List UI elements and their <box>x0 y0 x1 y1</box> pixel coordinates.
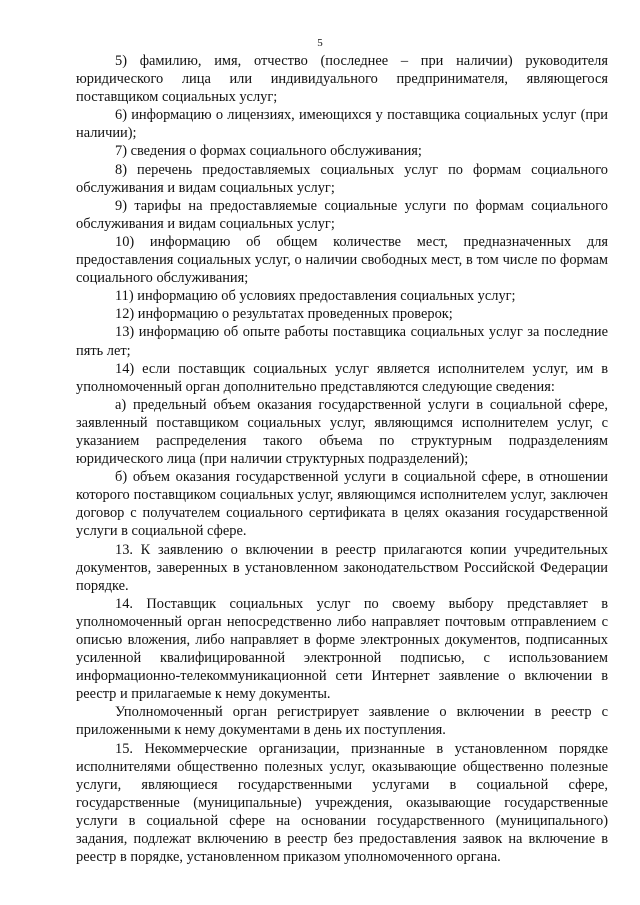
paragraph-item-8: 8) перечень предоставляемых социальных услуг по формам социального обслуживания и видам социальных услуг; <box>76 161 608 196</box>
paragraph-item-7: 7) сведения о формах социального обслуживания; <box>115 143 422 160</box>
paragraph-item-10: 10) информацию об общем количестве мест, предназначенных для предоставления социальных услуг, о наличии свободных мест, в том числе по формам социального обслуживания; <box>76 233 608 287</box>
paragraph-clause-13: 13. К заявлению о включении в реестр прилагаются копии учредительных документов, заверенных в установленном законодательством Российской Федерации порядке. <box>76 541 608 594</box>
paragraph-clause-15: 15. Некоммерческие организации, признанные в установленном порядке исполнителями общественно полезных услуг, оказывающие общественно полезные услуги, являющиеся государственными услугами в социальной сфере, государственные (муниципальные) учреждения, оказывающие государственные услуги в социальной сфере на основании государственного (муниципального) задания, подлежат включению в реестр без предоставления заявок на включение в реестр в порядке, установленном приказом уполномоченного органа. <box>76 740 608 866</box>
paragraph-clause-14: 14. Поставщик социальных услуг по своему выбору представляет в уполномоченный орган непосредственно либо направляет почтовым отправлением с описью вложения, либо направляет в форме электронных документов, подписанных усиленной квалифицированной электронной подписью, с использованием информационно-телекоммуникационной сети Интернет заявление о включении в реестр и прилагаемые к нему документы. <box>76 595 608 703</box>
paragraph-item-5: 5) фамилию, имя, отчество (последнее – при наличии) руководителя юридического лица или индивидуального предпринимателя, являющегося поставщиком социальных услуг; <box>76 53 608 106</box>
page-number: 5 <box>317 37 323 49</box>
paragraph-item-14: 14) если поставщик социальных услуг является исполнителем услуг, им в уполномоченный орган дополнительно представляются следующие сведения: <box>76 360 608 395</box>
paragraph-item-13: 13) информацию об опыте работы поставщика социальных услуг за последние пять лет; <box>76 324 608 359</box>
paragraph-item-12: 12) информацию о результатах проведенных проверок; <box>115 306 453 323</box>
paragraph-item-9: 9) тарифы на предоставляемые социальные услуги по формам социального обслуживания и видам социальных услуг; <box>76 197 608 232</box>
paragraph-subitem-a: а) предельный объем оказания государственной услуги в социальной сфере, заявленный поставщиком социальных услуг, являющимся исполнителем услуг, с указанием распределения такого объема по структурным подразделениям юридического лица (при наличии структурных подразделений); <box>76 396 608 468</box>
paragraph-item-11: 11) информацию об условиях предоставления социальных услуг; <box>115 288 516 305</box>
paragraph-registration: Уполномоченный орган регистрирует заявление о включении в реестр с приложенными к нему документами в день их поступления. <box>76 704 608 739</box>
paragraph-subitem-b: б) объем оказания государственной услуги в социальной сфере, в отношении которого поставщиком социальных услуг, являющимся исполнителем услуг, заключен договор с получателем социального сертификата в целях оказания государственной услуги в социальной сфере. <box>76 469 608 540</box>
paragraph-item-6: 6) информацию о лицензиях, имеющихся у поставщика социальных услуг (при наличии); <box>76 107 608 142</box>
document-body <box>76 52 608 866</box>
